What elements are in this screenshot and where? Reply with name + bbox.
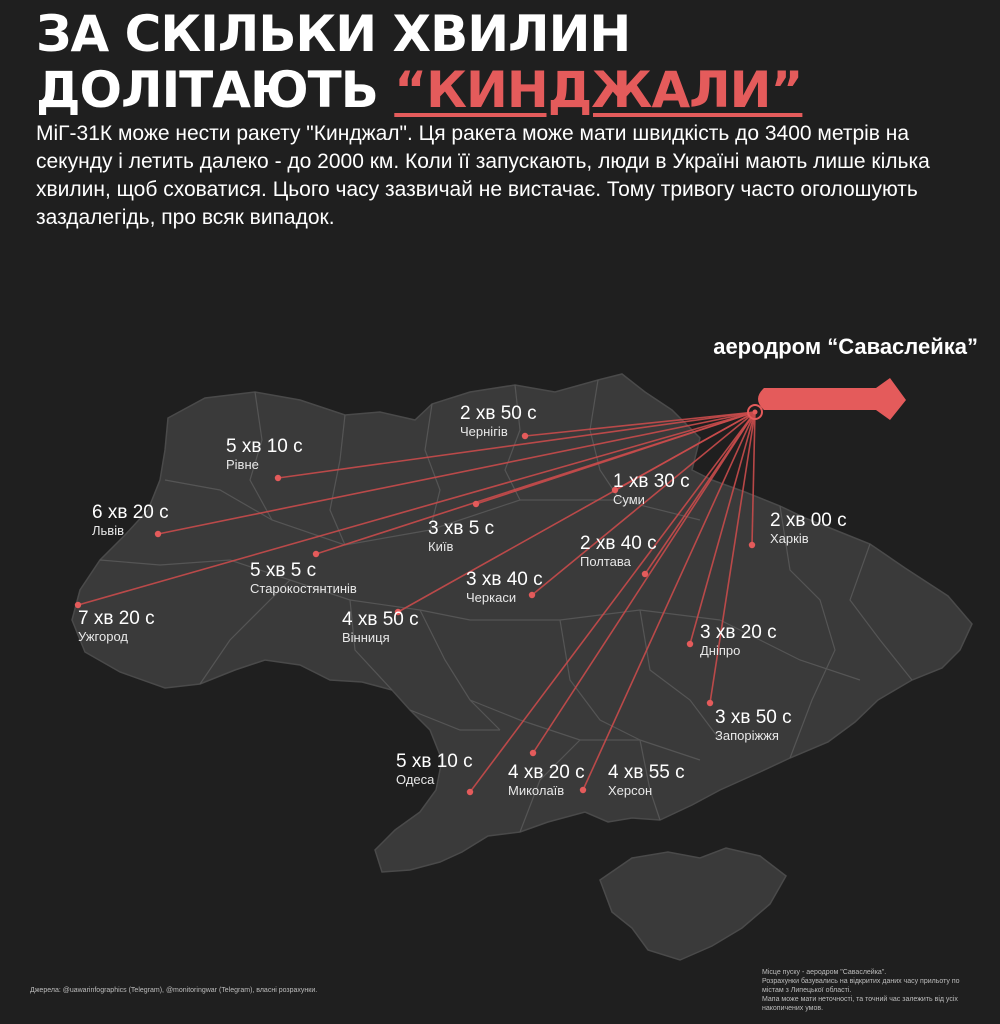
city-dot	[275, 475, 281, 481]
sources: Джерела: @uawarinfographics (Telegram), @monitoringwar (Telegram), власні розрахунки.	[30, 987, 318, 994]
city-dot	[467, 789, 473, 795]
city-name: Дніпро	[700, 643, 741, 658]
city-label	[608, 763, 685, 797]
city-dot	[313, 551, 319, 557]
airfield-label: аеродром “Саваслейка”	[713, 334, 978, 359]
note-line: Місце пуску - аеродром "Саваслейка".	[762, 969, 887, 976]
city-name: Вінниця	[342, 630, 390, 645]
flight-time: 5 хв 10 с	[396, 751, 473, 772]
flight-time: 6 хв 20 с	[92, 502, 169, 523]
city-dot	[473, 501, 479, 507]
flight-time: 2 хв 00 с	[770, 510, 847, 531]
flight-time: 3 хв 20 с	[700, 622, 777, 643]
flight-time: 3 хв 5 с	[428, 518, 495, 539]
missile-icon	[758, 378, 906, 420]
city-label	[78, 609, 155, 643]
city-dot	[530, 750, 536, 756]
title-line-1: ЗА СКІЛЬКИ ХВИЛИН	[36, 5, 631, 63]
city-name: Черкаси	[466, 590, 517, 605]
city-name: Ужгород	[78, 629, 128, 644]
note-line: Мапа може мати неточності, та точний час залежить від усіх накопичених умов.	[762, 996, 958, 1012]
city-name: Херсон	[608, 783, 653, 798]
city-name: Полтава	[580, 554, 631, 569]
city-name: Запоріжжя	[715, 728, 779, 743]
city-dot	[642, 571, 648, 577]
city-dot	[707, 700, 713, 706]
flight-time: 4 хв 55 с	[608, 762, 685, 783]
city-name: Старокостянтинів	[250, 581, 357, 596]
flight-time: 2 хв 50 с	[460, 403, 537, 424]
city-name: Рівне	[226, 457, 259, 472]
city-label	[460, 404, 537, 438]
city-name: Одеса	[396, 772, 435, 787]
crimea	[600, 848, 786, 960]
city-label	[226, 437, 303, 471]
city-label	[250, 561, 357, 595]
city-label	[580, 534, 657, 568]
city-name: Харків	[770, 531, 809, 546]
description: МіГ-31К може нести ракету "Кинджал". Ця ракета може мати швидкість до 3400 метрів на секунду і летить далеко - до 2000 км. Коли її запускають, люди в Україні мають лише кілька хвилин, щоб сховатися. Цього часу зазвичай не вистачає. Тому тривогу часто оголошують заздалегідь, про всяк випадок.	[36, 122, 930, 229]
notes	[762, 968, 982, 1013]
title-accent: “КИНДЖАЛИ”	[394, 61, 803, 119]
city-label	[700, 623, 777, 657]
flight-time: 7 хв 20 с	[78, 608, 155, 629]
city-name: Суми	[613, 492, 645, 507]
flight-time: 5 хв 10 с	[226, 436, 303, 457]
city-label	[342, 610, 419, 644]
city-name: Львів	[92, 523, 125, 538]
city-name: Миколаїв	[508, 783, 565, 798]
note-line: Розрахунки базувались на відкритих даних часу прильоту по містам з Липецької області.	[762, 978, 960, 994]
city-label	[396, 752, 473, 786]
city-label	[466, 570, 543, 604]
city-name: Чернігів	[460, 424, 508, 439]
flight-time: 3 хв 50 с	[715, 707, 792, 728]
flight-time: 4 хв 50 с	[342, 609, 419, 630]
city-label	[92, 503, 169, 537]
city-dot	[749, 542, 755, 548]
city-label	[715, 708, 792, 742]
city-label	[770, 511, 847, 545]
city-label	[508, 763, 585, 797]
title-line-2-prefix: ДОЛІТАЮТЬ	[36, 61, 395, 119]
flight-time: 1 хв 30 с	[613, 471, 690, 492]
city-name: Київ	[428, 539, 454, 554]
city-dot	[687, 641, 693, 647]
city-label	[613, 472, 690, 506]
flight-time: 5 хв 5 с	[250, 560, 317, 581]
flight-time: 3 хв 40 с	[466, 569, 543, 590]
flight-time: 2 хв 40 с	[580, 533, 657, 554]
city-label	[428, 519, 494, 553]
flight-time: 4 хв 20 с	[508, 762, 585, 783]
